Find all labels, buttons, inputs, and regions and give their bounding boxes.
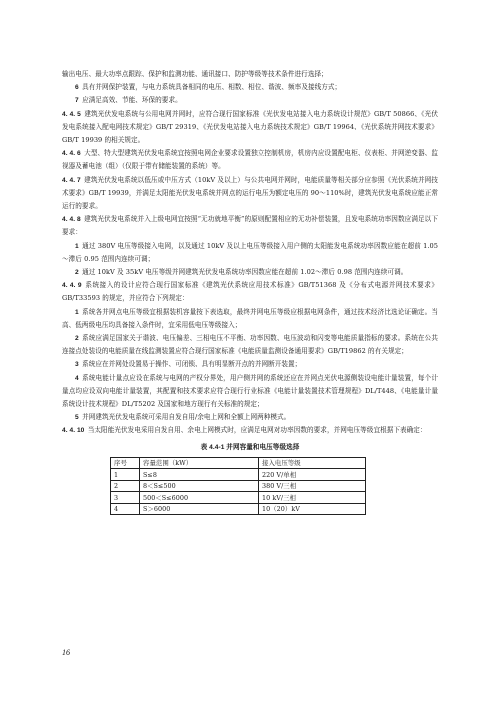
paragraph-text: 并网建筑光伏发电系统可采用自发自用/余电上网和全额上网两种模式。 bbox=[82, 413, 291, 422]
table-row bbox=[111, 469, 366, 481]
clause-number: 4. 4. 6 bbox=[62, 150, 81, 158]
document-body bbox=[62, 68, 438, 515]
paragraph bbox=[62, 68, 438, 81]
list-item bbox=[62, 306, 438, 332]
paragraph-list bbox=[62, 68, 438, 438]
paragraph-text: 系统各并网点电压等级宜根据装机容量按下表选取，最终并网电压等级应根据电网条件，通过技术经济比选论证确定。当高、低两级电压均具备接入条件时，宜采用低电压等级接入； bbox=[62, 307, 438, 329]
paragraph-text: 建筑光伏发电系统与公用电网并网时，应符合现行国家标准《光伏发电站接入电力系统设计规范》GB/T 50866、《光伏发电系统接入配电网技术规定》GB/T 29319、《光伏发电站接入电力系统技术规定》GB/T 19964、《光伏系统并网技术要求》GB/T 19939 的相关规定。 bbox=[62, 109, 438, 145]
table-cell: 220 V/单相 bbox=[259, 469, 366, 481]
clause-number: 4. 4. 9 bbox=[62, 282, 82, 290]
clause-paragraph bbox=[62, 108, 438, 148]
list-item bbox=[62, 372, 438, 412]
list-item bbox=[62, 94, 438, 107]
clause-paragraph bbox=[62, 174, 438, 214]
table-header-cell: 序号 bbox=[111, 457, 140, 469]
table-header-cell: 接入电压等级 bbox=[259, 457, 366, 469]
item-number: 6 bbox=[75, 84, 79, 92]
paragraph-text: 大型、特大型建筑光伏发电系统宜按照电网企业要求设置独立控制机房，机房内应设置配电柜、仪表柜、并网逆变器、监视器及蓄电池（组）（仅限于带有储能装置的系统）等。 bbox=[62, 149, 438, 171]
paragraph-text: 系统电能计量点应设在系统与电网的产权分界处，用户侧并网的系统还应在并网点光伏电源侧装设电能计量装置，每个计量点均应设双向电能计量装置，其配置和技术要求应符合现行行业标准《电能计量装置技术管理规程》DL/T448、《电能量计量系统设计技术规程》DL/T5202 及国家和地方现行有关标准的规定； bbox=[62, 373, 438, 409]
list-item bbox=[62, 332, 438, 358]
clause-number: 4. 4. 10 bbox=[62, 427, 85, 435]
paragraph-text: 系统接入的设计应符合现行国家标准《建筑光伏系统应用技术标准》GB/T51368 及《分布式电源并网技术要求》GB/T33593 的规定，并应符合下列规定： bbox=[62, 281, 438, 303]
clause-paragraph bbox=[62, 147, 438, 173]
paragraph-text: 通过 380V 电压等级接入电网，以及通过 10kV 及以上电压等级接入用户侧的太阳能发电系统功率因数应能在超前 1.05～滞后 0.95 范围内连续可调； bbox=[62, 241, 438, 263]
list-item bbox=[62, 358, 438, 371]
table-row bbox=[111, 480, 366, 492]
table-row bbox=[111, 503, 366, 515]
voltage-level-table bbox=[110, 457, 366, 516]
table-cell: 500＜S≤6000 bbox=[140, 492, 259, 504]
table-cell: 4 bbox=[111, 503, 140, 515]
paragraph-text: 建筑光伏发电系统以低压或中压方式（10kV 及以上）与公共电网并网时，电能质量等相关部分应参照《光伏系统并网技术要求》GB/T 19939，并满足太阳能光伏发电系统并网点的运行电压为额定电压的 90～110%时，建筑光伏发电系统应能正常运行的要求。 bbox=[62, 175, 438, 211]
table-cell: 10（20）kV bbox=[259, 503, 366, 515]
table-row bbox=[111, 492, 366, 504]
paragraph-text: 建筑光伏发电系统并入上级电网宜按照“无功就地平衡”的原则配置相应的无功补偿装置，且发电系统功率因数应满足以下要求： bbox=[62, 215, 438, 237]
paragraph-text: 应满足高效、节能、环保的要求。 bbox=[82, 96, 182, 105]
item-number: 4 bbox=[75, 374, 79, 382]
clause-paragraph bbox=[62, 279, 438, 305]
item-number: 5 bbox=[75, 414, 79, 422]
table-cell: S≤8 bbox=[140, 469, 259, 481]
table-cell: 2 bbox=[111, 480, 140, 492]
paragraph-text: 当太阳能光伏发电采用自发自用、余电上网模式时，应满足电网对功率因数的要求，并网电压等级宜根据下表确定： bbox=[87, 426, 427, 435]
paragraph-text: 系统应在并网处设置易于操作、可闭锁、具有明显断开点的并网断开装置； bbox=[82, 360, 302, 369]
paragraph-text: 系统应满足国家关于谐波、电压偏差、三相电压不平衡、功率因数、电压波动和闪变等电能质量指标的要求。系统在公共连接点处装设的电能质量在线监测装置应符合现行国家标准《电能质量监测设备通用要求》GB/T19862 的有关规定； bbox=[62, 334, 438, 356]
table-header-cell: 容量范围（kW） bbox=[140, 457, 259, 469]
list-item bbox=[62, 81, 438, 94]
paragraph-text: 具有并网保护装置，与电力系统具备相同的电压、相数、相位、谐波、频率及接线方式； bbox=[82, 83, 342, 92]
table-caption: 表 4.4-1 并网容量和电压等级选择 bbox=[200, 443, 300, 451]
item-number: 1 bbox=[75, 242, 79, 250]
item-number: 1 bbox=[75, 308, 79, 316]
paragraph-text: 输出电压、最大功率点跟踪、保护和监测功能、通讯接口、防护等级等技术条件进行选择； bbox=[62, 70, 328, 78]
table-cell: 8＜S≤500 bbox=[140, 480, 259, 492]
clause-paragraph bbox=[62, 213, 438, 239]
list-item bbox=[62, 266, 438, 279]
list-item bbox=[62, 411, 438, 424]
page-number: 16 bbox=[62, 648, 70, 657]
table-cell: 380 V/三相 bbox=[259, 480, 366, 492]
item-number: 2 bbox=[75, 269, 79, 277]
clause-number: 4. 4. 5 bbox=[62, 110, 81, 118]
clause-number: 4. 4. 7 bbox=[62, 176, 81, 184]
paragraph-text: 通过 10kV 及 35kV 电压等级并网建筑光伏发电系统功率因数应能在超前 1.02～滞后 0.98 范围内连续可调。 bbox=[82, 268, 408, 277]
table-cell: 3 bbox=[111, 492, 140, 504]
table-cell: 1 bbox=[111, 469, 140, 481]
table-cell: 10 kV/三相 bbox=[259, 492, 366, 504]
table-cell: S＞6000 bbox=[140, 503, 259, 515]
clause-paragraph bbox=[62, 424, 438, 437]
table-header-row bbox=[111, 457, 366, 469]
item-number: 7 bbox=[75, 97, 79, 105]
item-number: 2 bbox=[75, 335, 79, 343]
clause-number: 4. 4. 8 bbox=[62, 216, 81, 224]
item-number: 3 bbox=[75, 361, 79, 369]
list-item bbox=[62, 240, 438, 266]
